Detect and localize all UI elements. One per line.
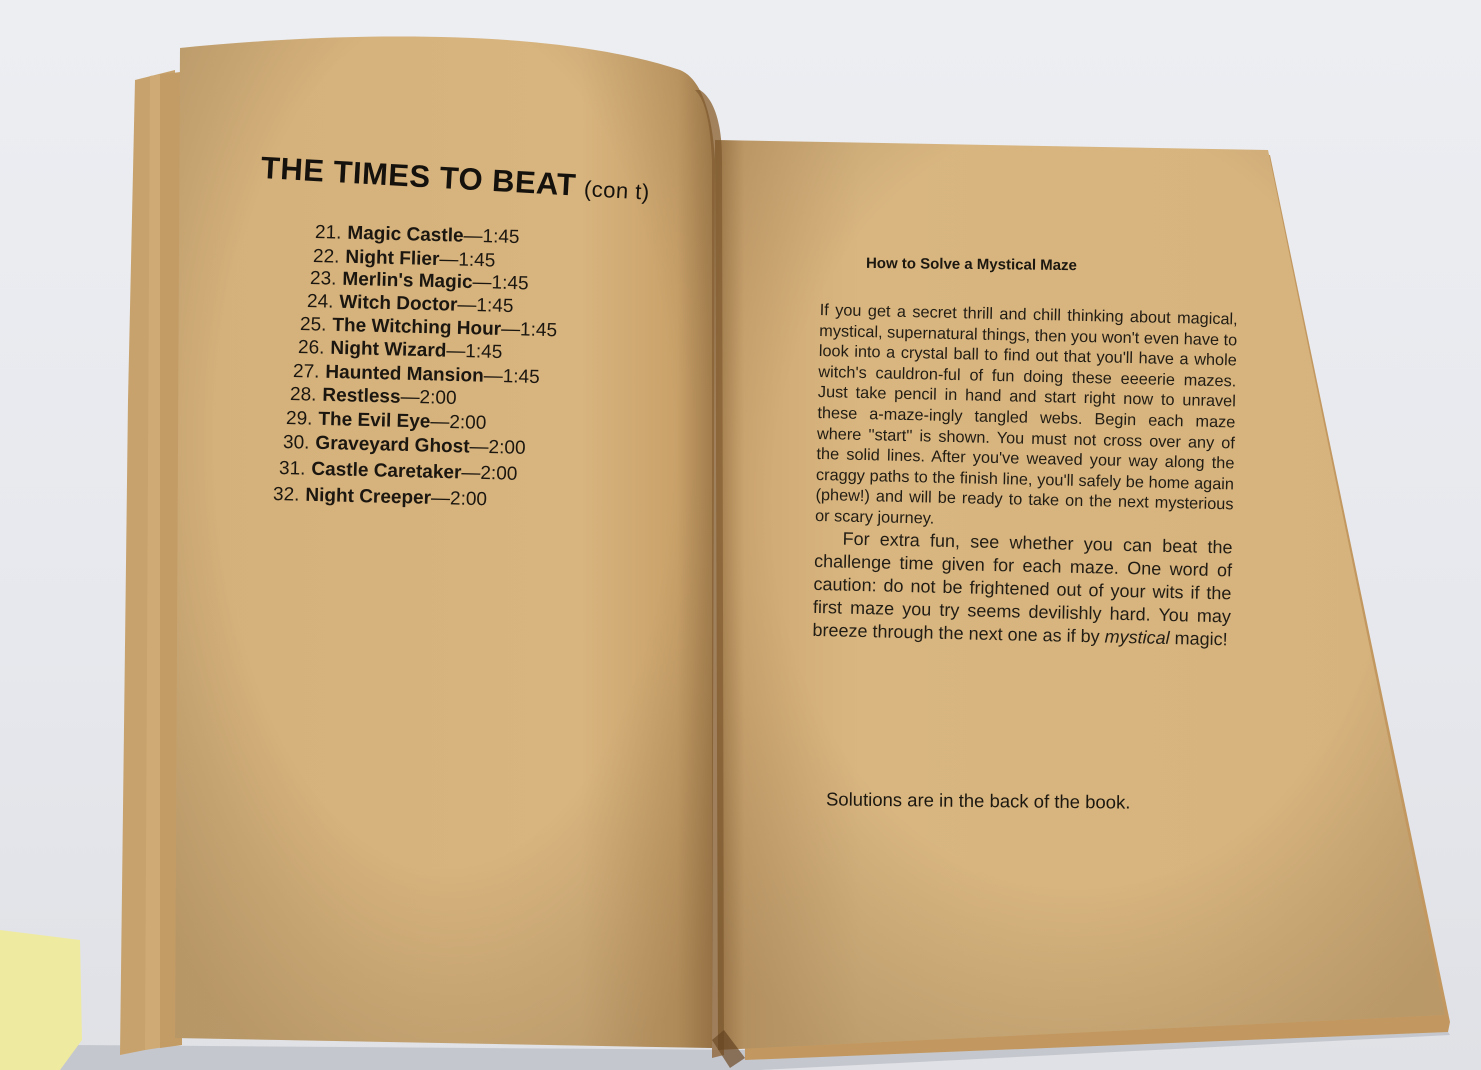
entry-name: The Witching Hour — [332, 314, 502, 340]
section-heading: How to Solve a Mystical Maze — [865, 254, 1077, 275]
entry-name: Magic Castle — [347, 222, 464, 247]
entry-name: Graveyard Ghost — [315, 432, 470, 458]
entry-name: The Evil Eye — [318, 408, 431, 433]
paragraph-2-italic: mystical — [1104, 626, 1170, 648]
entry-time: —1:45 — [472, 271, 529, 295]
list-item — [290, 384, 457, 410]
entry-number: 27. — [292, 361, 320, 383]
entry-number: 32. — [272, 484, 300, 506]
entry-number: 26. — [297, 337, 325, 359]
entry-name: Castle Caretaker — [311, 458, 462, 484]
entry-time: —1:45 — [483, 365, 540, 389]
paragraph-2-text: For extra fun, see whether you can beat the challenge time given for each maze. One word of caution: do not be frightened out of your wits if the first maze you try seems devilishly hard. You may breeze through the next one as if by — [812, 528, 1233, 646]
entry-number: 30. — [282, 432, 310, 454]
entry-name: Haunted Mansion — [325, 361, 484, 387]
entry-time: —1:45 — [439, 249, 496, 272]
entry-name: Merlin's Magic — [342, 268, 473, 293]
footer-note: Solutions are in the back of the book. — [825, 788, 1131, 813]
entry-time: —1:45 — [463, 225, 520, 248]
entry-number: 21. — [314, 222, 342, 244]
entry-time: —1:45 — [500, 318, 558, 342]
paragraph-2-end: magic! — [1174, 627, 1228, 649]
entry-time: —2:00 — [461, 462, 518, 485]
entry-time: —2:00 — [469, 436, 526, 459]
entry-number: 29. — [285, 408, 313, 430]
entry-number: 31. — [278, 458, 306, 480]
entry-name: Night Flier — [345, 246, 440, 271]
paragraph-2 — [812, 526, 1233, 650]
entry-number: 25. — [299, 314, 327, 336]
entry-time: —2:00 — [430, 487, 488, 511]
entry-number: 22. — [312, 246, 340, 268]
title-suffix: (con t) — [583, 176, 651, 205]
paragraph-1: If you get a secret thrill and chill thinking about magical, mystical, supernatural things, then you won't even have to look into a crystal ball to find out that you'll have a whole witch's cauldron-ful of fun doing these eeeerie mazes. Just take pencil in hand and start right now to unravel these a-maze-ingly tangled webs. Begin each maze where ''start'' is shown. You must not cross over any of the solid lines. After you've weaved your way along the craggy paths to the finish line, you'll safely be home again (phew!) and will be ready to take on the next mysterious or scary journey. — [814, 300, 1238, 528]
entry-name: Night Creeper — [305, 484, 432, 509]
entry-name: Night Wizard — [330, 337, 447, 362]
entry-time: —2:00 — [400, 386, 457, 410]
entry-number: 28. — [289, 384, 317, 406]
entry-number: 23. — [309, 268, 337, 290]
entry-number: 24. — [306, 291, 334, 313]
entry-name: Restless — [322, 384, 401, 408]
entry-time: —1:45 — [446, 340, 503, 363]
title-text: THE TIMES TO BEAT — [260, 150, 578, 203]
instructions-text — [812, 300, 1238, 651]
yellow-note — [0, 930, 82, 1070]
entry-time: —2:00 — [430, 411, 487, 434]
entry-name: Witch Doctor — [339, 291, 458, 316]
entry-time: —1:45 — [457, 294, 514, 318]
